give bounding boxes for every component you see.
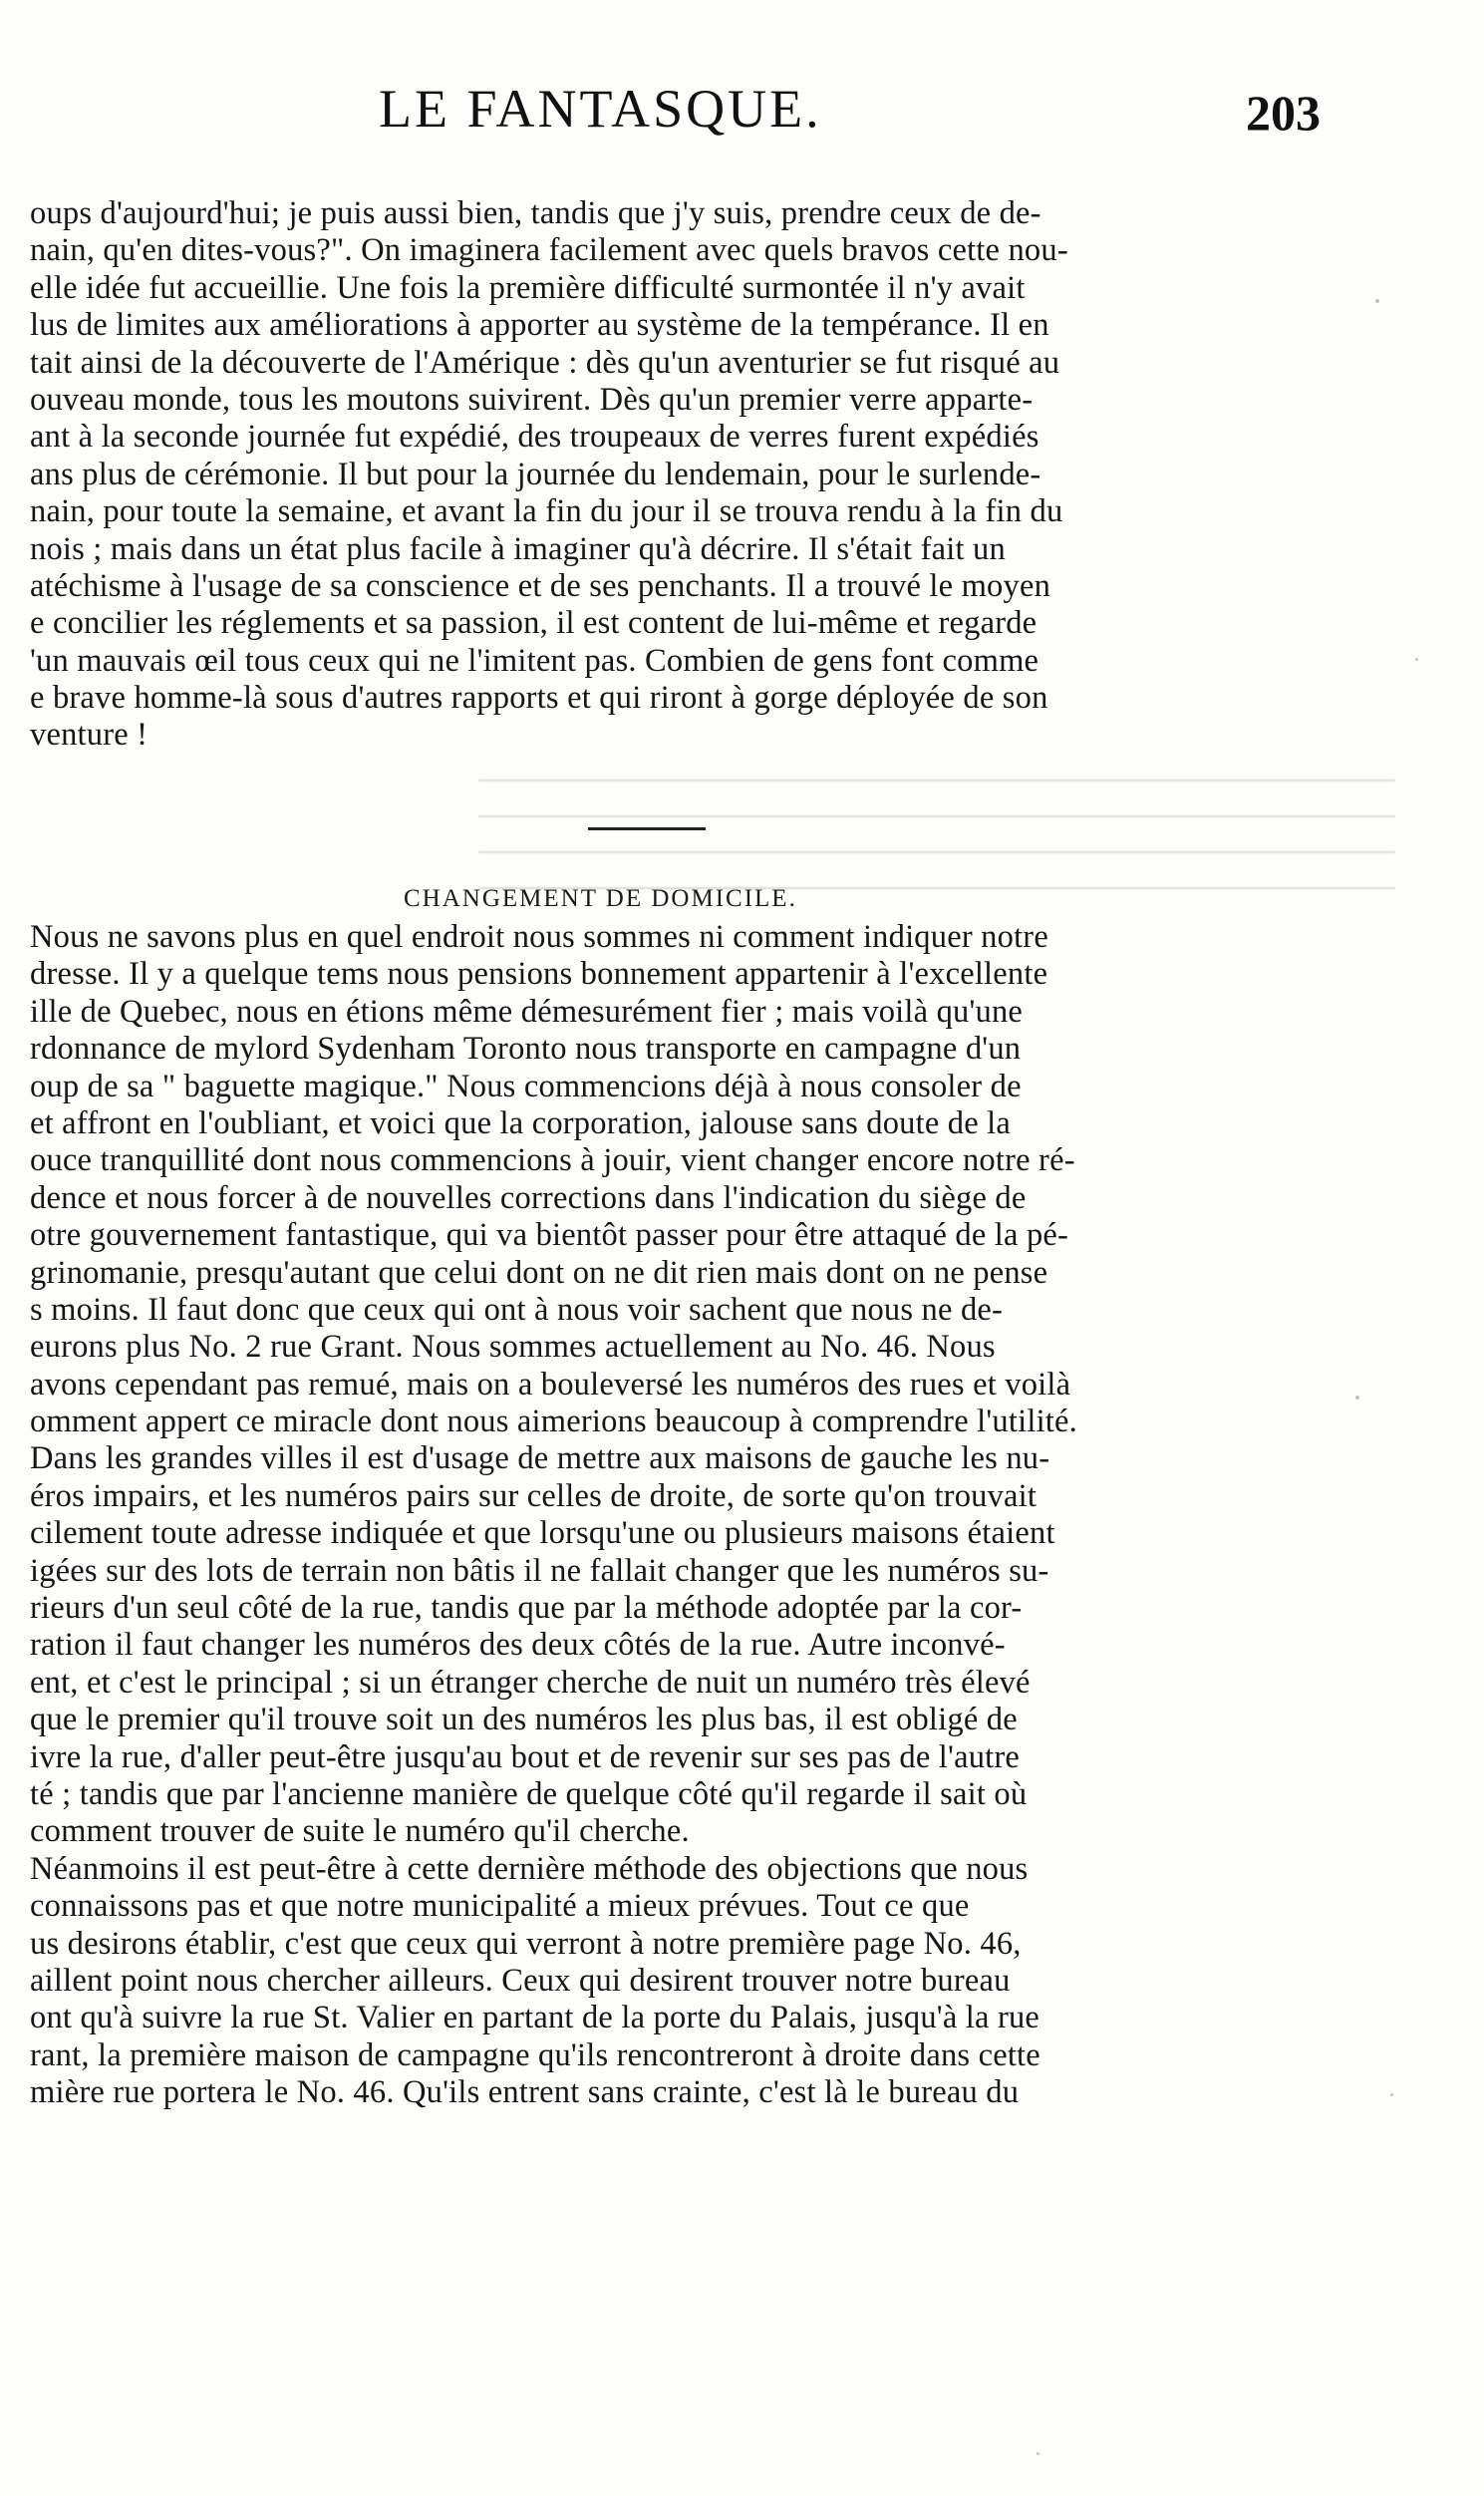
- text-line: rdonnance de mylord Sydenham Toronto nous transporte en campagne d'un: [30, 1031, 1022, 1068]
- text-line: e brave homme-là sous d'autres rapports et qui riront à gorge déployée de son: [30, 680, 1048, 717]
- text-line: nain, pour toute la semaine, et avant la fin du jour il se trouva rendu à la fin du: [30, 493, 1063, 530]
- text-line: ration il faut changer les numéros des deux côtés de la rue. Autre inconvé-: [30, 1627, 1006, 1664]
- text-line: ant à la seconde journée fut expédié, des troupeaux de verres furent expédiés: [30, 419, 1039, 456]
- text-line: ont qu'à suivre la rue St. Valier en partant de la porte du Palais, jusqu'à la rue: [30, 2000, 1040, 2036]
- ink-speck: [1037, 2452, 1039, 2455]
- text-line: Dans les grandes villes il est d'usage de mettre aux maisons de gauche les nu-: [30, 1440, 1050, 1477]
- section-heading: CHANGEMENT DE DOMICILE.: [404, 885, 797, 912]
- text-line: otre gouvernement fantastique, qui va bientôt passer pour être attaqué de la pé-: [30, 1217, 1069, 1254]
- text-line: s moins. Il faut donc que ceux qui ont à nous voir sachent que nous ne de-: [30, 1291, 1004, 1328]
- ink-speck: [1355, 1396, 1359, 1400]
- text-line: lus de limites aux améliorations à apporter au système de la tempérance. Il en: [30, 307, 1049, 344]
- ink-speck: [1415, 658, 1418, 661]
- text-line: ouce tranquillité dont nous commencions à jouir, vient changer encore notre ré-: [30, 1142, 1075, 1179]
- text-line: omment appert ce miracle dont nous aimerions beaucoup à comprendre l'utilité.: [30, 1404, 1077, 1440]
- bleed-through-noise: [478, 768, 1395, 897]
- text-line: ivre la rue, d'aller peut-être jusqu'au bout et de revenir sur ses pas de l'autre: [30, 1738, 1021, 1775]
- text-line: connaissons pas et que notre municipalité a mieux prévues. Tout ce que: [30, 1888, 970, 1925]
- ink-speck: [1390, 2093, 1393, 2096]
- text-line: atéchisme à l'usage de sa conscience et de ses penchants. Il a trouvé le moyen: [30, 567, 1051, 604]
- page-number: 203: [1246, 85, 1321, 141]
- text-line: rieurs d'un seul côté de la rue, tandis que par la méthode adoptée par la cor-: [30, 1590, 1023, 1627]
- text-line: eurons plus No. 2 rue Grant. Nous sommes actuellement au No. 46. Nous: [30, 1329, 996, 1366]
- text-line: mière rue portera le No. 46. Qu'ils entrent sans crainte, c'est là le bureau du: [30, 2074, 1020, 2111]
- ink-speck: [1375, 299, 1379, 303]
- text-line: grinomanie, presqu'autant que celui dont on ne dit rien mais dont on ne pense: [30, 1254, 1048, 1291]
- text-line: elle idée fut accueillie. Une fois la première difficulté surmontée il n'y avait: [30, 269, 1026, 306]
- section-divider-rule: [588, 827, 706, 830]
- text-line: dence et nous forcer à de nouvelles corrections dans l'indication du siège de: [30, 1179, 1027, 1216]
- text-line: nois ; mais dans un état plus facile à imaginer qu'à décrire. Il s'était fait un: [30, 530, 1006, 567]
- text-line: venture !: [30, 717, 148, 754]
- text-line: aillent point nous chercher ailleurs. Ceux qui desirent trouver notre bureau: [30, 1962, 1011, 1999]
- text-line: ans plus de cérémonie. Il but pour la journée du lendemain, pour le surlende-: [30, 456, 1041, 492]
- text-line: nain, qu'en dites-vous?". On imaginera facilement avec quels bravos cette nou-: [30, 232, 1068, 269]
- article-continued-text: [30, 195, 1326, 755]
- text-line: oups d'aujourd'hui; je puis aussi bien, tandis que j'y suis, prendre ceux de de-: [30, 195, 1041, 231]
- text-line: avons cependant pas remué, mais on a bouleversé les numéros des rues et voilà: [30, 1366, 1071, 1403]
- text-line: et affront en l'oubliant, et voici que la corporation, jalouse sans doute de la: [30, 1104, 1012, 1141]
- text-line: Nous ne savons plus en quel endroit nous sommes ni comment indiquer notre: [30, 919, 1048, 955]
- text-line: rant, la première maison de campagne qu'ils rencontreront à droite dans cette: [30, 2036, 1040, 2073]
- page-header: [0, 78, 1484, 167]
- text-line: ille de Quebec, nous en étions même démesurément fier ; mais voilà qu'une: [30, 993, 1024, 1030]
- text-line: comment trouver de suite le numéro qu'il cherche.: [30, 1813, 690, 1850]
- text-line: Néanmoins il est peut-être à cette dernière méthode des objections que nous: [30, 1850, 1029, 1887]
- text-line: e concilier les réglements et sa passion, il est content de lui-même et regarde: [30, 605, 1038, 642]
- text-line: que le premier qu'il trouve soit un des numéros les plus bas, il est obligé de: [30, 1702, 1018, 1738]
- text-line: oup de sa " baguette magique." Nous commencions déjà à nous consoler de: [30, 1068, 1022, 1104]
- text-line: igées sur des lots de terrain non bâtis il ne fallait changer que les numéros su-: [30, 1552, 1049, 1589]
- text-line: éros impairs, et les numéros pairs sur celles de droite, de sorte qu'on trouvait: [30, 1477, 1038, 1514]
- text-line: us desirons établir, c'est que ceux qui verront à notre première page No. 46,: [30, 1925, 1022, 1962]
- text-line: ent, et c'est le principal ; si un étranger cherche de nuit un numéro très élevé: [30, 1664, 1031, 1701]
- text-line: dresse. Il y a quelque tems nous pensions bonnement appartenir à l'excellente: [30, 956, 1048, 993]
- text-line: cilement toute adresse indiquée et que lorsqu'une ou plusieurs maisons étaient: [30, 1515, 1055, 1552]
- text-line: ouveau monde, tous les moutons suivirent. Dès qu'un premier verre apparte-: [30, 381, 1034, 418]
- text-line: té ; tandis que par l'ancienne manière de quelque côté qu'il regarde il sait où: [30, 1775, 1028, 1812]
- text-line: tait ainsi de la découverte de l'Amérique : dès qu'un aventurier se fut risqué au: [30, 344, 1060, 381]
- text-line: 'un mauvais œil tous ceux qui ne l'imitent pas. Combien de gens font comme: [30, 642, 1039, 679]
- running-title: LE FANTASQUE.: [379, 79, 822, 139]
- section-body-text: [30, 919, 1326, 2112]
